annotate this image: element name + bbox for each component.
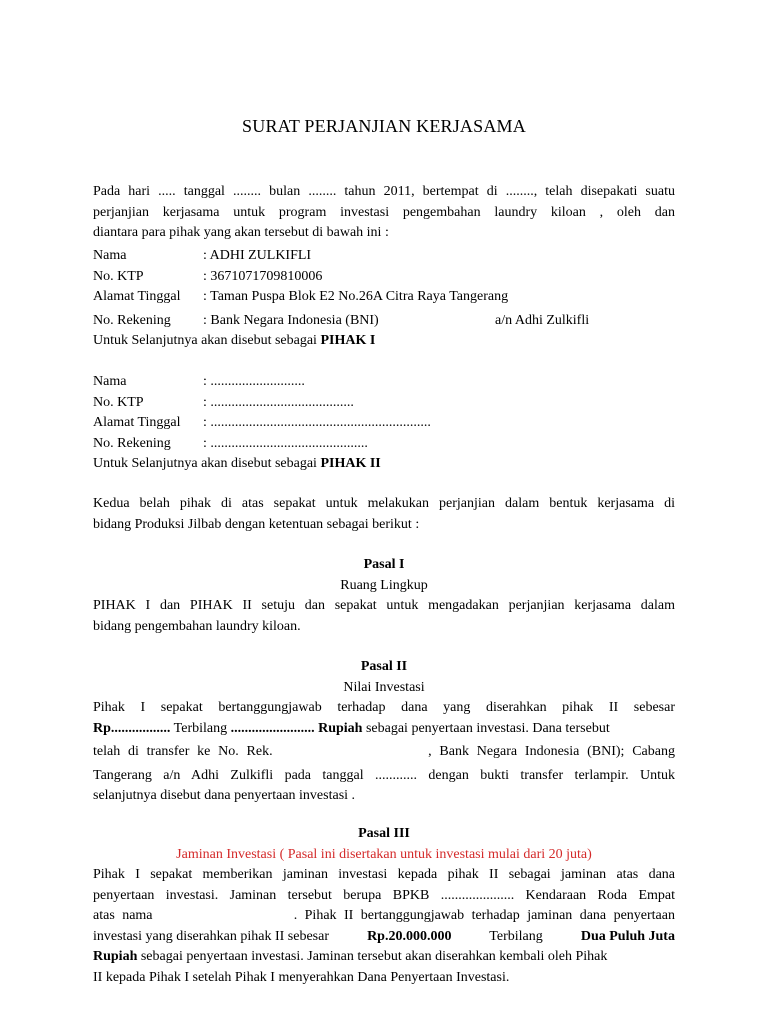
pasal-heading: Pasal I [363,557,405,572]
paragraph-line [93,719,675,740]
field-value: : 3671071709810006 [203,268,323,284]
agreement-paragraph [93,494,675,535]
intro-paragraph [93,182,675,244]
party-2-details [93,372,675,475]
party-1-ktp-row [93,267,675,288]
party-2-rekening-row [93,434,675,455]
paragraph-line [93,947,675,968]
field-value: : Bank Negara Indonesia (BNI) [203,312,379,328]
party-label: PIHAK I [320,333,376,348]
field-value: : ............................................. [203,435,368,451]
text-fragment: sebagai penyertaan investasi. Jaminan tersebut akan diserahkan kembali oleh Pihak [137,949,608,964]
field-label: Alamat Tinggal [93,289,181,304]
paragraph-line [93,927,675,948]
party-2-alamat-row [93,413,675,434]
party-1-rekening-row [93,311,675,332]
text-fragment: investasi yang diserahkan pihak II sebesar [93,928,333,944]
paragraph-line: Pihak I sepakat bertanggungjawab terhadap dana yang diserahkan pihak II sebesar [93,700,675,715]
pasal-subheading: Jaminan Investasi ( Pasal ini disertakan untuk investasi mulai dari 20 juta) [176,846,592,862]
text-fragment: Terbilang [486,928,547,944]
paragraph-line: Kedua belah pihak di atas sepakat untuk melakukan perjanjian dalam bentuk kerjasama di [93,496,675,511]
field-label: No. Rekening [93,435,171,451]
closing-text: Untuk Selanjutnya akan disebut sebagai [93,456,321,471]
text-fragment: Terbilang [170,720,231,736]
party-2-ktp-row [93,393,675,414]
paragraph-line: penyertaan investasi. Jaminan tersebut berupa BPKB ..................... Kendaraan Roda Empat [93,887,675,903]
field-label: Nama [93,374,127,389]
party-1-closing [93,331,675,352]
closing-text: Untuk Selanjutnya akan disebut sebagai [93,333,321,348]
text-fragment: sebagai penyertaan investasi. Dana tersebut [362,720,610,736]
field-value: : ............................................................... [203,415,431,430]
terbilang-value: Rupiah [93,949,138,964]
paragraph-line: atas nama . Pihak II bertanggungjawab terhadap jaminan dana penyertaan [93,908,675,923]
field-label: No. KTP [93,394,144,410]
paragraph-line: bidang Produksi Jilbab dengan ketentuan sebagai berikut : [93,516,420,532]
paragraph-line: selanjutnya disebut dana penyertaan investasi . [93,788,356,803]
pasal-subheading: Nilai Investasi [343,679,425,695]
terbilang-placeholder: ........................ Rupiah [230,720,363,736]
pasal-2-section [93,657,675,807]
intro-line: Pada hari ..... tanggal ........ bulan ........ tahun 2011, bertempat di ........, telah disepakati suatu [93,184,675,199]
field-label: No. KTP [93,268,144,284]
paragraph-line: bidang pengembahan laundry kiloan. [93,618,301,634]
terbilang-value: Dua Puluh Juta [580,928,675,944]
party-2-closing [93,454,675,475]
party-2-nama-row [93,372,675,393]
field-label: Alamat Tinggal [93,415,181,430]
pasal-1-section [93,555,675,637]
document-title: SURAT PERJANJIAN KERJASAMA [242,116,526,136]
account-holder: a/n Adhi Zulkifli [495,312,590,328]
intro-line: perjanjian kerjasama untuk program investasi pengembahan laundry kiloan , oleh dan [93,204,675,220]
paragraph-line: PIHAK I dan PIHAK II setuju dan sepakat untuk mengadakan perjanjian kerjasama dalam [93,598,675,613]
amount-placeholder: Rp................. [93,720,171,736]
field-value: : ......................................... [203,394,354,410]
field-label: Nama [93,248,127,263]
party-1-details [93,246,675,352]
pasal-3-section [93,824,675,988]
field-value: : Taman Puspa Blok E2 No.26A Citra Raya Tangerang [203,289,509,304]
pasal-heading: Pasal III [358,826,410,841]
pasal-heading: Pasal II [360,659,408,674]
party-label: PIHAK II [320,456,381,471]
field-label: No. Rekening [93,312,171,328]
paragraph-line: Pihak I sepakat memberikan jaminan investasi kepada pihak II sebagai jaminan atas dana [93,867,675,882]
intro-line: diantara para pihak yang akan tersebut di bawah ini : [93,225,389,240]
paragraph-line: II kepada Pihak I setelah Pihak I menyerahkan Dana Penyertaan Investasi. [93,969,510,985]
paragraph-line: telah di transfer ke No. Rek. , Bank Negara Indonesia (BNI); Cabang [93,744,675,759]
field-value: : ........................... [203,374,305,389]
field-value: : ADHI ZULKIFLI [203,248,312,263]
pasal-subheading: Ruang Lingkup [340,577,428,593]
party-1-nama-row [93,246,675,267]
amount-value: Rp.20.000.000 [367,928,452,944]
paragraph-line: Tangerang a/n Adhi Zulkifli pada tanggal ............ dengan bukti transfer terlampir. Untuk [93,767,675,783]
party-1-alamat-row [93,287,675,308]
